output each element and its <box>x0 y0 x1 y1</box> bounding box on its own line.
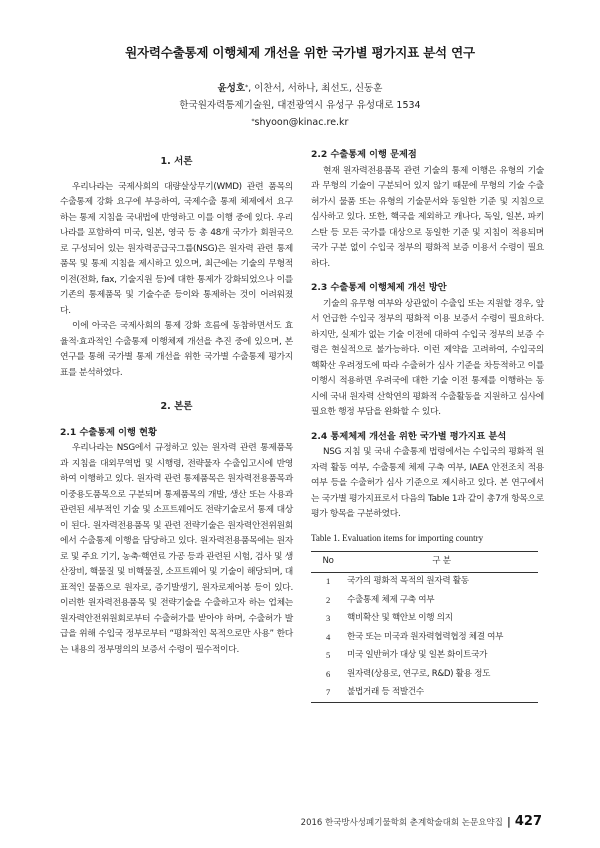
subsection-2-3-paragraph: 기술의 유무형 여부와 상관없이 수출입 또는 지원할 경우, 앞서 언급한 수입국 정부의 평화적 이용 보증서 수령이 필요하다. 하지만, 실제가 없는 기술 이전에 대하여 수입국 정부의 보증 수령은 현실적으로 불가능하다. 이런 제약을 고려하여, 수입국의 핵확산 우려정도에 따라 수출허가 심사 기준을 차등적하고 이를 이행시 적용하면 우려국에 대한 기술 이전 통제를 이행하는 동시에 국내 원자력 산학연의 평화적 수출활동을 지원하고 심사에 필요한 행정 부담을 완화할 수 있다. <box>311 298 544 417</box>
spacer <box>60 381 293 395</box>
table-row <box>311 572 538 591</box>
affiliation: 한국원자력통제기술원, 대전광역시 유성구 유성대로 1534 <box>179 100 421 111</box>
table-cell-no: 6 <box>326 668 330 679</box>
table-cell-item: 미국 일반허가 대상 및 일본 화이트국가 <box>347 650 488 660</box>
subsection-2-1-paragraph: 우리나라는 NSG에서 규정하고 있는 원자력 관련 통제품목과 지침을 대외무역법 및 시행령, 전략물자 수출입고시에 반영하여 이행하고 있다. 원자력 관련 통제품목은 원자력전용품목과 이중용도품목으로 구분되며 통제품목의 개발, 생산 또는 사용과 관련된 세부적인 기술 및 소프트웨어도 전략기술로서 통제 대상이 된다. 원자력전용품목 및 관련 전략기술은 원자력안전위원회에서 수출통제 이행을 담당하고 있다. 원자력전용품목에는 원자로 및 주요 기기, 농축·핵연료 가공 등과 관련된 시험, 검사 및 생산장비, 핵물질 및 비핵물질, 소프트웨어 및 기술이 해당되며, 대표적인 물품으로 원자로, 증기발생기, 원자로제어봉 등이 있다. 이러한 원자력전용품목 및 전략기술을 수출하고자 하는 업체는 원자력안전위원회로부터 수출허가를 받아야 하며, 수출허가 발급을 위해 수입국 정부로부터 “평화적인 목적으로만 사용” 한다는 내용의 정부명의의 보증서 수령이 필수적이다. <box>60 443 293 655</box>
table-cell-item: 원자력(상용로, 연구로, R&D) 활용 정도 <box>347 668 491 679</box>
subsection-title-2-2: 2.2 수출통제 이행 문제점 <box>311 149 417 160</box>
table-header-item: 구 분 <box>345 552 538 573</box>
table-cell-item: 국가의 평화적 목적의 원자력 활동 <box>347 576 469 586</box>
table-cell-no: 1 <box>326 576 330 586</box>
table-cell-item: 수출통제 체제 구축 여부 <box>347 594 435 605</box>
paper-title: 원자력수출통제 이행체제 개선을 위한 국가별 평가지표 분석 연구 <box>125 45 475 60</box>
email-line <box>0 114 600 131</box>
table-header-row <box>311 552 538 573</box>
corresponding-mark: * <box>245 84 249 91</box>
table-row <box>311 665 538 684</box>
table-cell-no: 5 <box>326 650 330 660</box>
lead-author: 윤성호 <box>217 83 246 94</box>
table-row <box>311 591 538 610</box>
table-cell-item: 핵비확산 및 핵안보 이행 의지 <box>347 613 453 623</box>
table-row <box>311 610 538 629</box>
spacer <box>311 421 544 429</box>
intro-paragraph-1: 우리나라는 국제사회의 대량살상무기(WMD) 관련 품목의 수출통제 강화 요구에 부응하여, 국제수출 통제 체제에서 요구하는 통제 지침을 국내법에 반영하고 이를 이행 중에 있다. 우리나라를 포함하여 미국, 일본, 영국 등 총 48개 국가가 회원국으로 구성되어 있는 원자력공급국그룹(NSG)은 원자력 관련 통제 품목 및 통제 지침을 제시하고 있으며, 최근에는 기술의 무형적 이전(전화, fax, 기술지원 등)에 대한 통제가 강화되었으나 이를 기존의 통제품목 및 기술수준 등이와 통제하는 것이 어려워졌다. <box>60 181 293 316</box>
right-column <box>311 147 544 703</box>
section-title-intro: 1. 서론 <box>160 156 193 167</box>
left-column <box>60 150 293 658</box>
table-cell-no: 7 <box>311 684 345 703</box>
author-block <box>0 80 600 131</box>
conference-name: 2016 한국방사성폐기물학회 춘계학술대회 논문요약집 <box>300 818 503 828</box>
table-cell-no: 2 <box>326 594 330 605</box>
table-cell-no: 3 <box>326 613 330 623</box>
table-header-no: No <box>311 552 345 573</box>
subsection-title-2-4: 2.4 통제체제 개선을 위한 국가별 평가지표 분석 <box>311 430 507 442</box>
table-cell-item: 불법거래 등 적발건수 <box>345 684 538 703</box>
email-mark: * <box>251 118 255 125</box>
author-line <box>0 80 600 97</box>
table-cell-item: 한국 또는 미국과 원자력협력협정 체결 여부 <box>347 631 504 642</box>
evaluation-items-table <box>311 551 538 703</box>
footer-separator: | <box>506 815 511 828</box>
subsection-2-2-paragraph: 현재 원자력전용품목 관련 기술의 통제 이행은 유형의 기술과 무형의 기술이 구분되어 있지 않기 때문에 무형의 기술 수출허가시 물품 또는 유형의 기술문서와 동일한 기준 및 지침으로 심사하고 있다. 또한, 핵국을 제외하고 캐나다, 독일, 일본, 파키스탄 등 모든 국가를 대상으로 동일한 기준 및 지침이 적용되며 국가 구분 없이 수입국 정부의 평화적 보증 이용서 수령이 필요하다. <box>311 165 544 269</box>
co-authors: , 이찬서, 서하나, 최선도, 신동훈 <box>248 83 383 94</box>
section-title-body: 2. 본론 <box>160 401 193 412</box>
spacer <box>311 272 544 280</box>
subsection-title-2-3: 2.3 수출통제 이행체제 개선 방안 <box>311 282 447 293</box>
page-number: 427 <box>514 814 542 829</box>
page-footer <box>301 814 542 829</box>
table-row <box>311 647 538 666</box>
table-cell-no: 4 <box>326 631 330 642</box>
table-row <box>311 628 538 647</box>
table-caption: Table 1. Evaluation items for importing country <box>311 532 484 543</box>
subsection-2-4-paragraph: NSG 지침 및 국내 수출통제 법령에서는 수입국의 평화적 원자력 활동 여부, 수출통제 체제 구축 여부, IAEA 안전조치 적용 여부 등을 수출허가 심사 기준으로 제시하고 있다. 본 연구에서는 국가별 평가지표로서 다음의 Table 1과 같이 총7개 항목으로 평가 항목을 구분하였다. <box>311 447 544 519</box>
author-email: shyoon@kinac.re.kr <box>254 117 349 128</box>
subsection-title-2-1: 2.1 수출통제 이행 현황 <box>60 426 157 438</box>
table-row <box>311 684 538 703</box>
intro-paragraph-2: 이에 아국은 국제사회의 통제 강화 흐름에 동참하면서도 효율적·효과적인 수출통제 이행체제 개선을 추진 중에 있으며, 본 연구를 통해 국가별 통제 개선을 위한 국가별 수출통제 평가지표를 분석하였다. <box>60 321 293 378</box>
